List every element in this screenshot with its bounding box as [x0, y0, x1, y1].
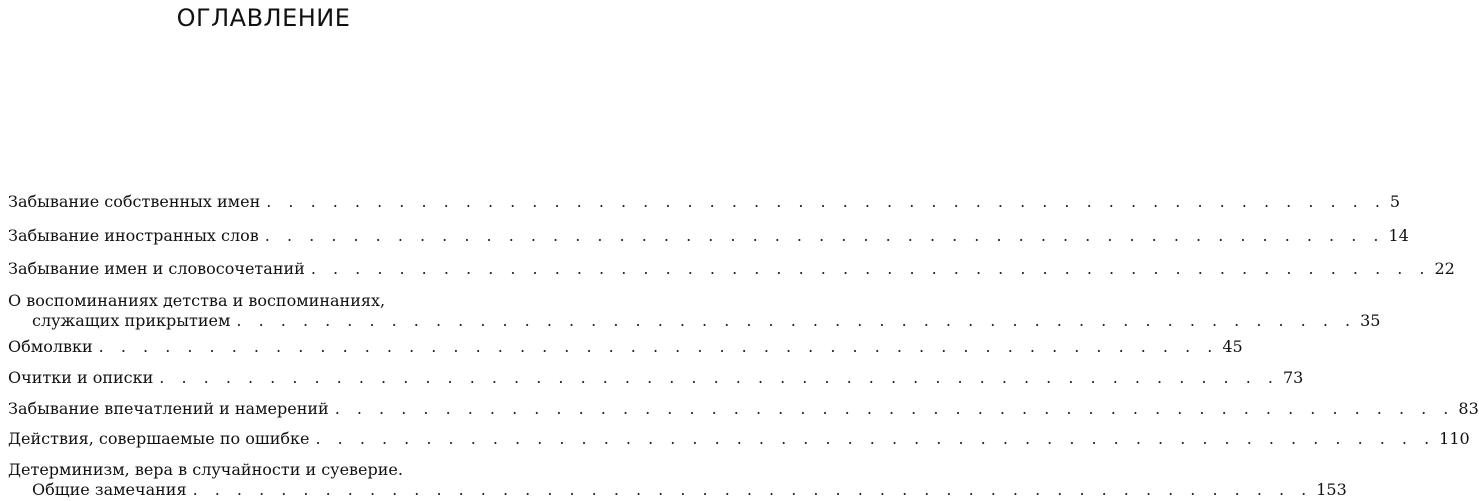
toc-entry	[8, 259, 1455, 279]
dot-leader: . . . . . . . . . . . . . . . . . . . . . . . . . . . . . . . . . . . . . . . . . . . . . . . . . . .	[266, 192, 1386, 211]
table-of-contents	[8, 186, 1479, 500]
dot-leader: . . . . . . . . . . . . . . . . . . . . . . . . . . . . . . . . . . . . . . . . . . . . . . . . . . .	[315, 429, 1436, 448]
dot-leader: . . . . . . . . . . . . . . . . . . . . . . . . . . . . . . . . . . . . . . . . . . . . . . . . . . .	[192, 480, 1313, 499]
dot-leader: . . . . . . . . . . . . . . . . . . . . . . . . . . . . . . . . . . . . . . . . . . . . . . . . . . .	[310, 259, 1431, 278]
toc-entry-title-line2: Общие замечания	[32, 480, 187, 499]
toc-entry-title: Обмолвки	[8, 337, 93, 356]
dot-leader: . . . . . . . . . . . . . . . . . . . . . . . . . . . . . . . . . . . . . . . . . . . . . . . . . . .	[159, 368, 1279, 387]
toc-entry-page: 153	[1316, 480, 1347, 499]
toc-entry-page: 83	[1458, 399, 1479, 418]
toc-entry	[8, 399, 1479, 419]
toc-entry-title-line1: Детерминизм, вера в случайности и суеверие.	[8, 460, 403, 479]
toc-entry-title: Забывание собственных имен	[8, 192, 261, 211]
toc-entry-title: Забывание впечатлений и намерений	[8, 399, 329, 418]
toc-entry-page: 5	[1389, 192, 1401, 211]
toc-entry-title: Забывание имен и словосочетаний	[8, 259, 305, 278]
toc-entry-page: 14	[1388, 226, 1409, 245]
toc-entry	[8, 460, 1347, 500]
toc-entry-title: Действия, совершаемые по ошибке	[8, 429, 310, 448]
toc-entry-title-line2: служащих прикрытием	[32, 311, 231, 330]
toc-entry-title-line1: О воспоминаниях детства и воспоминаниях,	[8, 291, 386, 310]
toc-entry	[8, 368, 1304, 388]
toc-entry-page: 35	[1360, 311, 1381, 330]
toc-entry	[8, 192, 1401, 212]
dot-leader: . . . . . . . . . . . . . . . . . . . . . . . . . . . . . . . . . . . . . . . . . . . . . . . . . . .	[334, 399, 1455, 418]
dot-leader: . . . . . . . . . . . . . . . . . . . . . . . . . . . . . . . . . . . . . . . . . . . . . . . . . . .	[236, 311, 1357, 330]
page-title: ОГЛАВЛЕНИЕ	[176, 4, 351, 32]
toc-entry-title: Забывание иностранных слов	[8, 226, 259, 245]
toc-entry	[8, 226, 1409, 246]
toc-entry	[8, 429, 1470, 449]
toc-entry-page: 110	[1439, 429, 1470, 448]
toc-entry-title: Очитки и описки	[8, 368, 154, 387]
toc-entry-page: 22	[1434, 259, 1455, 278]
toc-entry-page: 45	[1222, 337, 1243, 356]
toc-entry	[8, 291, 1381, 331]
dot-leader: . . . . . . . . . . . . . . . . . . . . . . . . . . . . . . . . . . . . . . . . . . . . . . . . . . .	[264, 226, 1385, 245]
dot-leader: . . . . . . . . . . . . . . . . . . . . . . . . . . . . . . . . . . . . . . . . . . . . . . . . . . .	[98, 337, 1219, 356]
toc-entry-page: 73	[1282, 368, 1304, 387]
toc-entry	[8, 337, 1243, 357]
